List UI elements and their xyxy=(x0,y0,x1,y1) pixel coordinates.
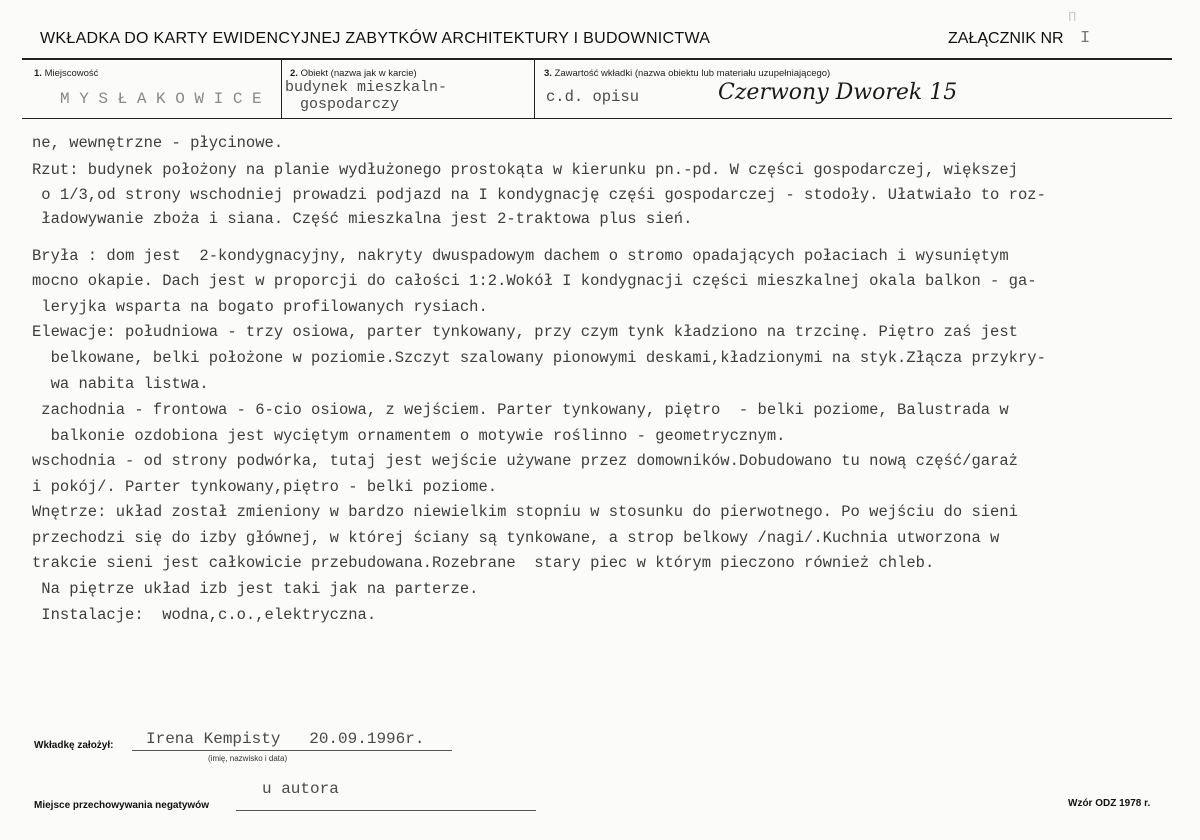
locality-label xyxy=(34,68,98,79)
body-line: Wnętrze: układ został zmieniony w bardzo niewielkim stopniu w stosunku do pierwotnego. Po wejściu do sieni xyxy=(32,503,1018,521)
header-divider-1 xyxy=(281,60,282,118)
body-line: Elewacje: południowa - trzy osiowa, parter tynkowany, przy czym tynk kładziono na trzcinę. Piętro zaś jest xyxy=(32,323,1018,341)
object-label-text: Obiekt (nazwa jak w karcie) xyxy=(300,68,417,79)
header-bottom-rule xyxy=(22,118,1172,119)
body-line: Na piętrze układ izb jest taki jak na parterze. xyxy=(32,580,479,598)
body-line: wschodnia - od strony podwórka, tutaj jest wejście używane przez domowników.Dobudowano tu nową część/garaż xyxy=(32,452,1018,470)
content-typed-value: c.d. opisu xyxy=(546,88,640,106)
object-number: 2. xyxy=(290,68,298,79)
storage-label: Miejsce przechowywania negatywów xyxy=(34,800,210,811)
author-label: Wkładkę założył: xyxy=(34,740,114,751)
content-number: 3. xyxy=(544,68,552,79)
body-line: i pokój/. Parter tynkowany,piętro - belki poziome. xyxy=(32,478,498,496)
locality-label-text: Miejscowość xyxy=(44,68,99,79)
content-handwritten-value: Czerwony Dworek 15 xyxy=(718,80,958,105)
object-label xyxy=(290,68,417,79)
body-line: przechodzi się do izby głównej, w której ściany są tynkowane, a strop belkowy /nagi/.Kuchnia utworzona w xyxy=(32,529,1000,547)
body-line: zachodnia - frontowa - 6-cio osiowa, z wejściem. Parter tynkowany, piętro - belki poziome, Balustrada w xyxy=(32,401,1009,419)
storage-line xyxy=(236,810,536,811)
object-value-line2: gospodarczy xyxy=(300,96,400,113)
header-top-rule xyxy=(22,58,1172,60)
body-line: ne, wewnętrzne - płycinowe. xyxy=(32,134,284,152)
body-line: Rzut: budynek położony na planie wydłużonego prostokąta w kierunku pn.-pd. W części gospodarczej, większej xyxy=(32,161,1018,179)
corner-mark: П xyxy=(1068,10,1077,26)
body-line: o 1/3,od strony wschodniej prowadzi podjazd na I kondygnację częśi gospodarczej - stodoły. Ułatwiało to roz- xyxy=(32,186,1046,204)
annex-value: I xyxy=(1080,29,1091,48)
storage-value: u autora xyxy=(262,780,339,798)
author-sublabel: (imię, nazwisko i data) xyxy=(208,754,288,763)
author-value: Irena Kempisty 20.09.1996r. xyxy=(146,730,425,748)
body-line: wa nabita listwa. xyxy=(32,375,209,393)
body-line: mocno okapie. Dach jest w proporcji do całości 1:2.Wokół I kondygnacji części mieszkalnej okala balkon - ga- xyxy=(32,272,1037,290)
body-line: Instalacje: wodna,c.o.,elektryczna. xyxy=(32,606,377,624)
annex-label: ZAŁĄCZNIK NR xyxy=(948,30,1064,47)
author-line xyxy=(132,750,452,751)
body-line: ładowywanie zboża i siana. Część mieszkalna jest 2-traktowa plus sień. xyxy=(32,210,693,228)
body-line: belkowane, belki położone w poziomie.Szczyt szalowany pionowymi deskami,kładzionymi na styk.Złącza przykry- xyxy=(32,349,1046,367)
content-label-text: Zawartość wkładki (nazwa obiektu lub materiału uzupełniającego) xyxy=(554,68,831,79)
locality-number: 1. xyxy=(34,68,42,79)
body-line: leryjka wsparta na bogato profilowanych rysiach. xyxy=(32,298,488,316)
form-id: Wzór ODZ 1978 r. xyxy=(1068,798,1151,809)
body-line: trakcie sieni jest całkowicie przebudowana.Rozebrane stary piec w którym pieczono również chleb. xyxy=(32,554,935,572)
object-value-line1: budynek mieszkaln- xyxy=(285,79,448,96)
description-body xyxy=(32,130,1172,630)
locality-value: M Y S Ł A K O W I C E xyxy=(60,90,262,108)
header-divider-2 xyxy=(534,60,535,118)
body-line: balkonie ozdobiona jest wyciętym ornamentem o motywie roślinno - geometrycznym. xyxy=(32,427,786,445)
page-title: WKŁADKA DO KARTY EWIDENCYJNEJ ZABYTKÓW ARCHITEKTURY I BUDOWNICTWA xyxy=(40,30,711,47)
body-line: Bryła : dom jest 2-kondygnacyjny, nakryty dwuspadowym dachem o stromo opadających połaciach i wysuniętym xyxy=(32,247,1009,265)
content-label xyxy=(544,68,830,79)
